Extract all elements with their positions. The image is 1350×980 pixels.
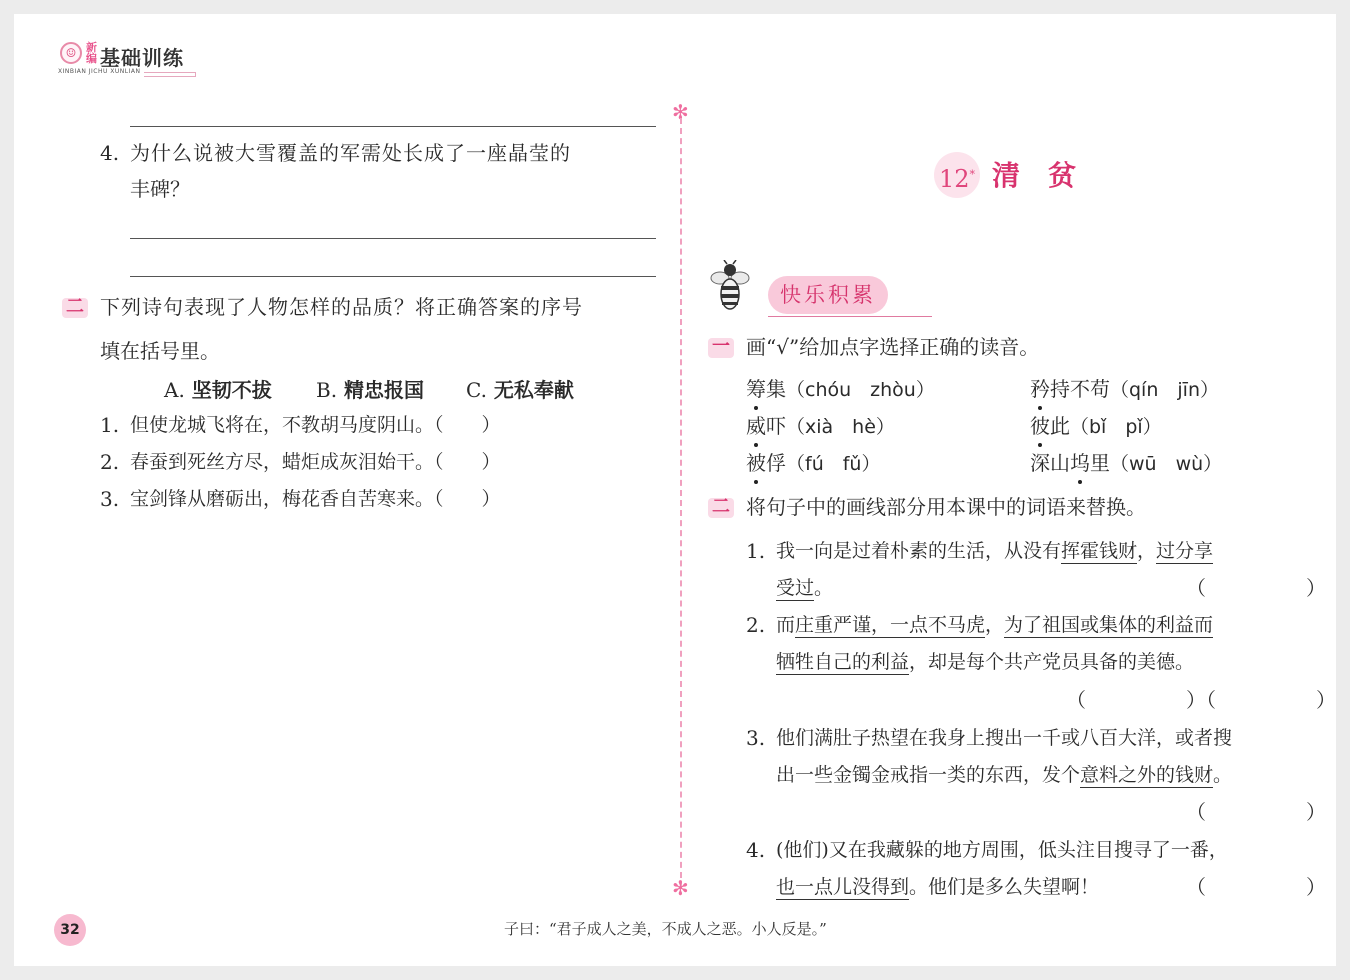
sentence-text: 他们满肚子热望在我身上搜出一千或八百大洋，或者搜 [776, 727, 1233, 749]
pill-underline [768, 316, 932, 317]
pronunciation-item[interactable]: 威吓（xià hè） [746, 411, 895, 442]
option-a: A. 坚韧不拔 [164, 378, 272, 402]
logo-title: 基础训练 [100, 46, 184, 70]
sentence-text: 而庄重严谨，一点不马虎，为了祖国或集体的利益而 [776, 614, 1214, 636]
page-divider [680, 118, 682, 888]
answer-blank[interactable]: （ ） [1186, 875, 1326, 899]
option-c: C. 无私奉献 [466, 378, 574, 402]
answer-line[interactable] [130, 238, 656, 239]
sentence-text: 受过。 [776, 577, 834, 599]
sentence-text: (他们)又在我藏躲的地方周围，低头注目搜寻了一番， [776, 839, 1228, 861]
sentence-text: 出一些金镯金戒指一类的东西，发个意料之外的钱财。 [776, 764, 1233, 786]
section-badge: 二 [708, 498, 734, 518]
lesson-title: 清贫 [992, 159, 1105, 192]
pronunciation-item[interactable]: 被俘（fú fǔ） [746, 448, 880, 479]
section-title-pill: 快乐积累 [768, 276, 888, 314]
sentence-number: 3. [746, 726, 766, 750]
pronunciation-item[interactable]: 筹集（chóu zhòu） [746, 374, 935, 405]
sentence-text: 牺牲自己的利益，却是每个共产党员具备的美德。 [776, 651, 1195, 673]
answer-blank[interactable]: （ ） [1186, 800, 1326, 824]
logo-pinyin: XINBIAN JICHU XUNLIAN [58, 68, 141, 75]
lesson-number-badge: 12* [934, 152, 980, 198]
question-text: 丰碑？ [130, 177, 190, 201]
logo-new-label: 新编 [86, 41, 97, 65]
divider-flower-icon: ✻ [672, 876, 689, 900]
pronunciation-item[interactable]: 彼此（bǐ pǐ） [1030, 411, 1162, 442]
footer-quote: 子曰：“君子成人之美，不成人之恶。小人反是。” [504, 920, 827, 938]
logo-decoration [144, 72, 196, 77]
logo-mascot-icon: ☺ [60, 42, 82, 64]
divider-flower-icon: ✻ [672, 100, 689, 124]
sentence-number: 2. [746, 613, 766, 637]
answer-blank[interactable]: （ ）（ ） [1066, 688, 1336, 712]
option-b: B. 精忠报国 [316, 378, 425, 402]
sentence-number: 1. [746, 539, 766, 563]
section-instruction: 画“√”给加点字选择正确的读音。 [746, 335, 1040, 359]
question-number: 4. [100, 141, 120, 165]
bee-icon [710, 260, 750, 318]
answer-line [130, 126, 656, 127]
poem-line[interactable]: 春蚕到死丝方尽，蜡炬成灰泪始干。（ ） [130, 451, 501, 473]
question-text: 为什么说被大雪覆盖的军需处长成了一座晶莹的 [130, 141, 571, 165]
sentence-text: 我一向是过着朴素的生活，从没有挥霍钱财，过分享 [776, 540, 1214, 562]
pronunciation-item[interactable]: 深山坞里（wū wù） [1030, 448, 1222, 479]
page-number: 32 [54, 914, 86, 946]
section-instruction: 将句子中的画线部分用本课中的词语来替换。 [746, 495, 1146, 519]
workbook-page [14, 14, 1336, 966]
sentence-text: 也一点儿没得到。他们是多么失望啊！ [776, 876, 1100, 898]
section-instruction: 填在括号里。 [100, 339, 220, 363]
poem-number: 3. [100, 487, 120, 511]
poem-number: 1. [100, 413, 120, 437]
answer-line[interactable] [130, 276, 656, 277]
answer-blank[interactable]: （ ） [1186, 576, 1326, 600]
sentence-number: 4. [746, 838, 766, 862]
poem-number: 2. [100, 450, 120, 474]
check-mark-icon: √ [776, 335, 789, 359]
pronunciation-item[interactable]: 矜持不苟（qín jīn） [1030, 374, 1219, 405]
section-badge: 二 [62, 298, 88, 318]
poem-line[interactable]: 但使龙城飞将在，不教胡马度阴山。（ ） [130, 414, 501, 436]
section-instruction: 下列诗句表现了人物怎样的品质？将正确答案的序号 [100, 295, 583, 319]
section-badge: 一 [708, 338, 734, 358]
poem-line[interactable]: 宝剑锋从磨砺出，梅花香自苦寒来。（ ） [130, 488, 501, 510]
